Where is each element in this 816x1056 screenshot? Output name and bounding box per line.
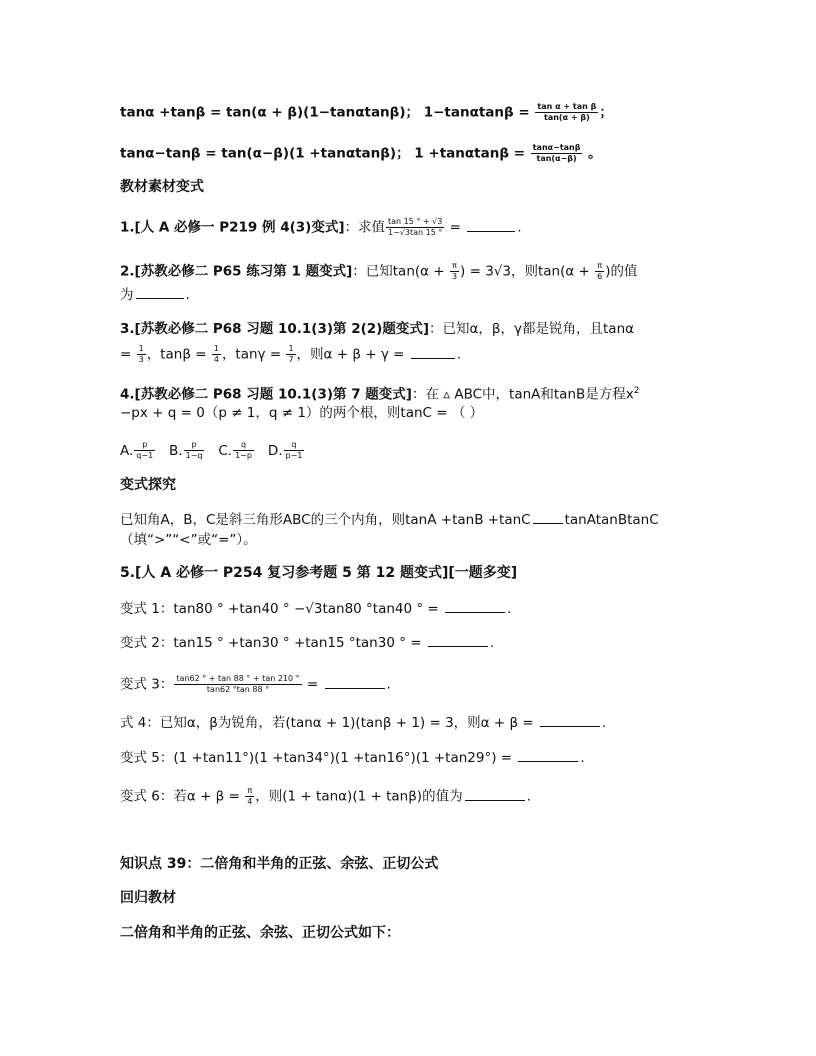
question-3: 3.[苏教必修二 P68 习题 10.1(3)第 2(2)题变式]：已知α，β，γ都是锐角，且tanα [120,321,635,337]
variant-1: 变式 1：tan80 ° +tan40 ° −√3tan80 °tan40 ° = . [120,601,512,617]
fraction: $\frac{\pi}{4}$ [247,786,253,806]
fraction: $\frac{\pi}{6}$ [597,261,603,281]
option-a: A. $\frac{p}{q-1}$ [120,440,154,460]
question-2: 2.[苏教必修二 P65 练习第 1 题变式]：已知tan(α + $\frac{\pi}{3}$ ) = 3√3，则tan(α + $\frac{\pi}{6}$ )的值 [120,261,638,281]
answer-blank [467,219,515,232]
question-4-cont: −px + q = 0（p ≠ 1，q ≠ 1）的两个根，则tanC = （ ） [120,405,484,421]
formula-line-2: tanα−tanβ = tan(α−β)(1 +tanαtanβ)； 1 +tanαtanβ = $\frac{\tan\alpha-\tan\beta}{\tan(\alpha-\beta)}$ 。 [120,143,602,163]
fraction: $\frac{1}{7}$ [288,344,294,364]
variant-4: 式 4：已知α，β为锐角，若(tanα + 1)(tanβ + 1) = 3，则α + β = . [120,715,607,731]
fraction: $\frac{\tan 62 ^\circ + \tan 88 ^\circ + \tan 210 ^\circ}{\tan 62 ^\circ\tan 88 ^\circ}$ [176,674,300,694]
fraction: $\frac{\pi}{3}$ [451,261,458,281]
fraction: $\frac{\text{tan α + tan β}}{\tan(\alpha + \beta)}$ [537,102,597,122]
formula-line-1: tanα +tanβ = tan(α + β)(1−tanαtanβ)； 1−tanαtanβ = $\frac{\text{tan α + tan β}}{\tan(\alpha + \beta)}$ ； [120,102,613,122]
fraction: $\frac{1}{4}$ [213,344,219,364]
answer-blank [465,788,525,801]
formula-text: tanα−tanβ = tan(α−β)(1 +tanαtanβ)； 1 +tanαtanβ = [120,145,530,162]
variant-6: 变式 6：若α + β = $\frac{\pi}{4}$ ，则(1 + tanα)(1 + tanβ)的值为 . [120,786,531,806]
answer-blank [518,749,578,762]
formula-intro: 二倍角和半角的正弦、余弦、正切公式如下： [120,925,400,941]
variant-2: 变式 2：tan15 ° +tan30 ° +tan15 °tan30 ° = . [120,635,495,651]
answer-blank [325,676,385,689]
question-source: 1.[人 A 必修一 P219 例 4(3)变式] [120,219,345,236]
fraction: $\frac{1}{3}$ [138,344,144,364]
return-to-textbook: 回归教材 [120,890,176,906]
question-2-cont: 为 . [120,287,190,303]
answer-blank [136,286,184,299]
question-4: 4.[苏教必修二 P68 习题 10.1(3)第 7 题变式]：在 ▵ ABC中，tanA和tanB是方程$x^2$ [120,386,640,403]
answer-blank [533,511,563,524]
answer-blank [445,600,505,613]
answer-blank [428,634,488,647]
explore-question-cont: （填“>”“<”或“=”）。 [120,532,257,548]
option-d: D. $\frac{q}{p-1}$ [267,440,303,460]
answer-blank [540,714,600,727]
question-source: 2.[苏教必修二 P65 练习第 1 题变式] [120,263,353,280]
fraction: $\frac{\tan 15 ^\circ + √3}{1-√3\tan 15 ^\circ}$ [388,217,443,237]
question-source: 4.[苏教必修二 P68 习题 10.1(3)第 7 题变式] [120,386,412,403]
question-1: 1.[人 A 必修一 P219 例 4(3)变式]：求值 $\frac{\tan 15 ^\circ + √3}{1-√3\tan 15 ^\circ}$ = . [120,217,522,237]
formula-text: tanα +tanβ = tan(α + β)(1−tanαtanβ)； 1−tanαtanβ = [120,104,535,121]
knowledge-point-title: 知识点 39：二倍角和半角的正弦、余弦、正切公式 [120,856,439,872]
question-5-title: 5.[人 A 必修一 P254 复习参考题 5 第 12 题变式][一题多变] [120,565,518,581]
section-title-material: 教材素材变式 [120,179,204,195]
explore-question: 已知角A，B，C是斜三角形ABC的三个内角，则tanA +tanB +tanC tanAtanBtanC [120,512,659,528]
question-4-options [120,440,305,461]
variant-5: 变式 5：(1 +tan11°)(1 +tan34°)(1 +tan16°)(1 +tan29°) = . [120,750,585,766]
option-c: C. $\frac{q}{1-p}$ [218,440,252,460]
option-b: B. $\frac{p}{1-q}$ [169,440,203,460]
variant-3: 变式 3： $\frac{\tan 62 ^\circ + \tan 88 ^\circ + \tan 210 ^\circ}{\tan 62 ^\circ\tan 88 ^\circ}$ = . [120,674,391,694]
question-3-cont: = $\frac{1}{3}$ ，tanβ = $\frac{1}{4}$ ，tanγ = $\frac{1}{7}$ ，则α + β + γ = . [120,344,462,364]
question-source: 3.[苏教必修二 P68 习题 10.1(3)第 2(2)题变式] [120,321,430,337]
answer-blank [411,346,455,359]
fraction: $\frac{\tan\alpha-\tan\beta}{\tan(\alpha-\beta)}$ [532,143,581,163]
section-title-explore: 变式探究 [120,477,176,493]
